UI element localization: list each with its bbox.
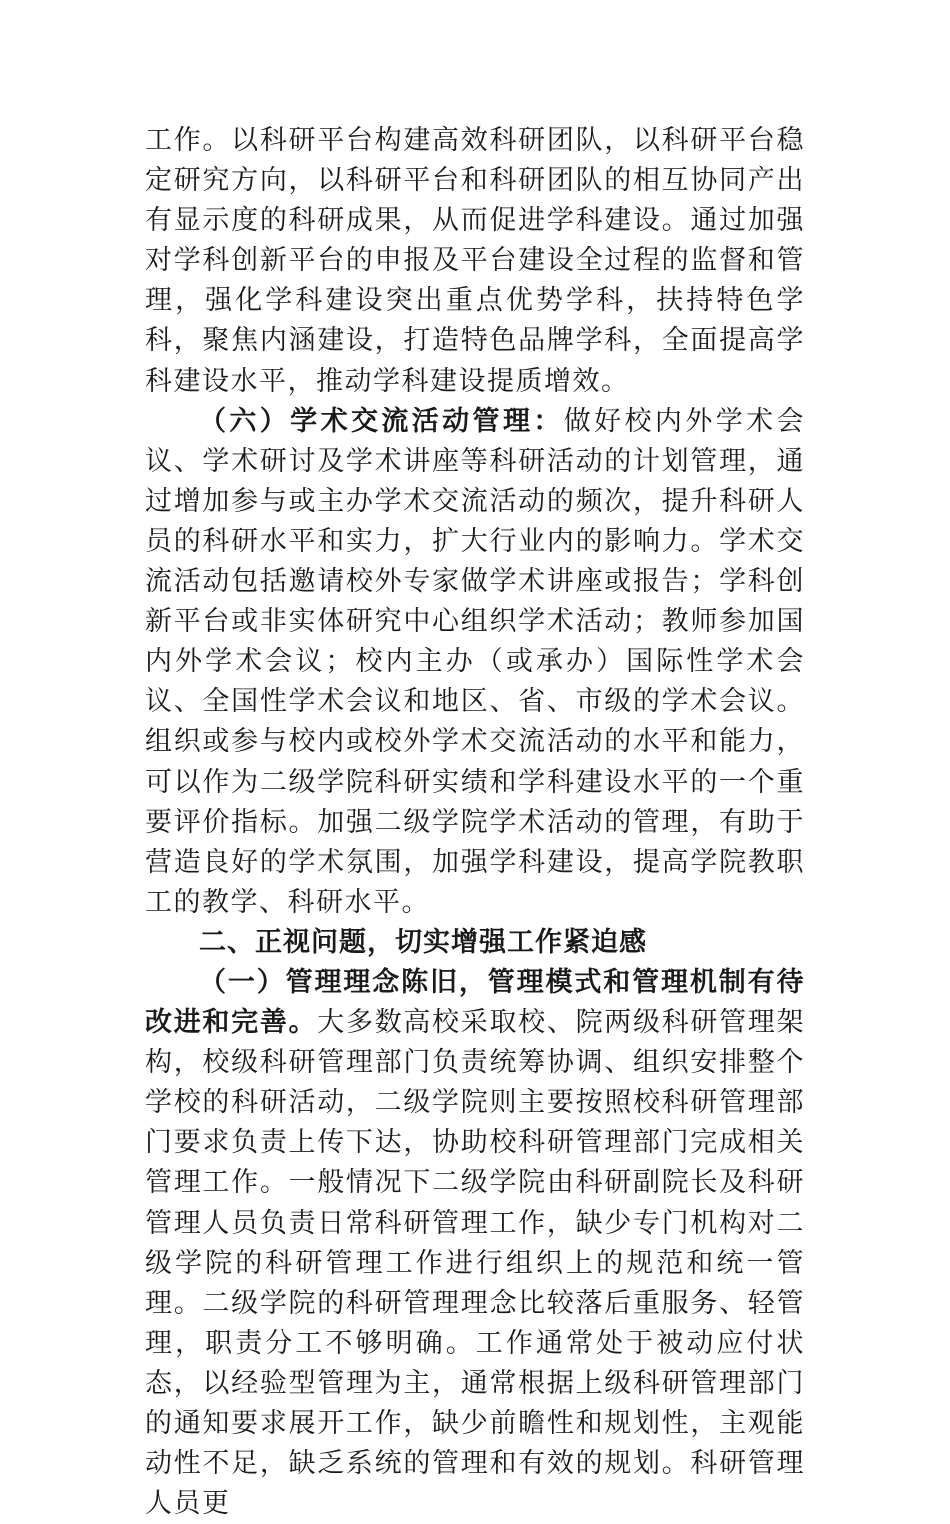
paragraph-discipline-platform [145,121,805,402]
section-heading-two [145,923,805,963]
section-lead-one: （一）管理理念陈旧，管理模式和管理机制有待改进和完善。 [145,966,805,1039]
paragraph-text: 大多数高校采取校、院两级科研管理架构，校级科研管理部门负责统筹协调、组织安排整个学校的科研活动，二级学院则主要按照校科研管理部门要求负责上传下达，协助校科研管理部门完成相关管理工作。一般情况下二级学院由科研副院长及科研管理人员负责日常科研管理工作，缺少专门机构对二级学院的科研管理工作进行组织上的规范和统一管理。二级学院的科研管理理念比较落后重服务、轻管理，职责分工不够明确。工作通常处于被动应付状态，以经验型管理为主，通常根据上级科研管理部门的通知要求展开工作，缺少前瞻性和规划性，主观能动性不足，缺乏系统的管理和有效的规划。科研管理人员更 [145,1007,806,1520]
paragraph-text: 工作。以科研平台构建高效科研团队，以科研平台稳定研究方向，以科研平台和科研团队的相互协同产出有显示度的科研成果，从而促进学科建设。通过加强对学科创新平台的申报及平台建设全过程的监督和管理，强化学科建设突出重点优势学科，扶持特色学科，聚焦内涵建设，打造特色品牌学科，全面提高学科建设水平，推动学科建设提质增效。 [145,125,805,397]
paragraph-management-concept [145,963,805,1524]
document-body [145,121,805,1524]
heading-text: 二、正视问题，切实增强工作紧迫感 [199,926,647,958]
section-lead-six: （六）学术交流活动管理： [199,405,564,437]
paragraph-academic-exchange [145,402,805,923]
paragraph-text: 做好校内外学术会议、学术研讨及学术讲座等科研活动的计划管理，通过增加参与或主办学术交流活动的频次，提升科研人员的科研水平和实力，扩大行业内的影响力。学术交流活动包括邀请校外专家做学术讲座或报告；学科创新平台或非实体研究中心组织学术活动；教师参加国内外学术会议；校内主办（或承办）国际性学术会议、全国性学术会议和地区、省、市级的学术会议。组织或参与校内或校外学术交流活动的水平和能力，可以作为二级学院科研实绩和学科建设水平的一个重要评价指标。加强二级学院学术活动的管理，有助于营造良好的学术氛围，加强学科建设，提高学院教职工的教学、科研水平。 [145,405,806,918]
